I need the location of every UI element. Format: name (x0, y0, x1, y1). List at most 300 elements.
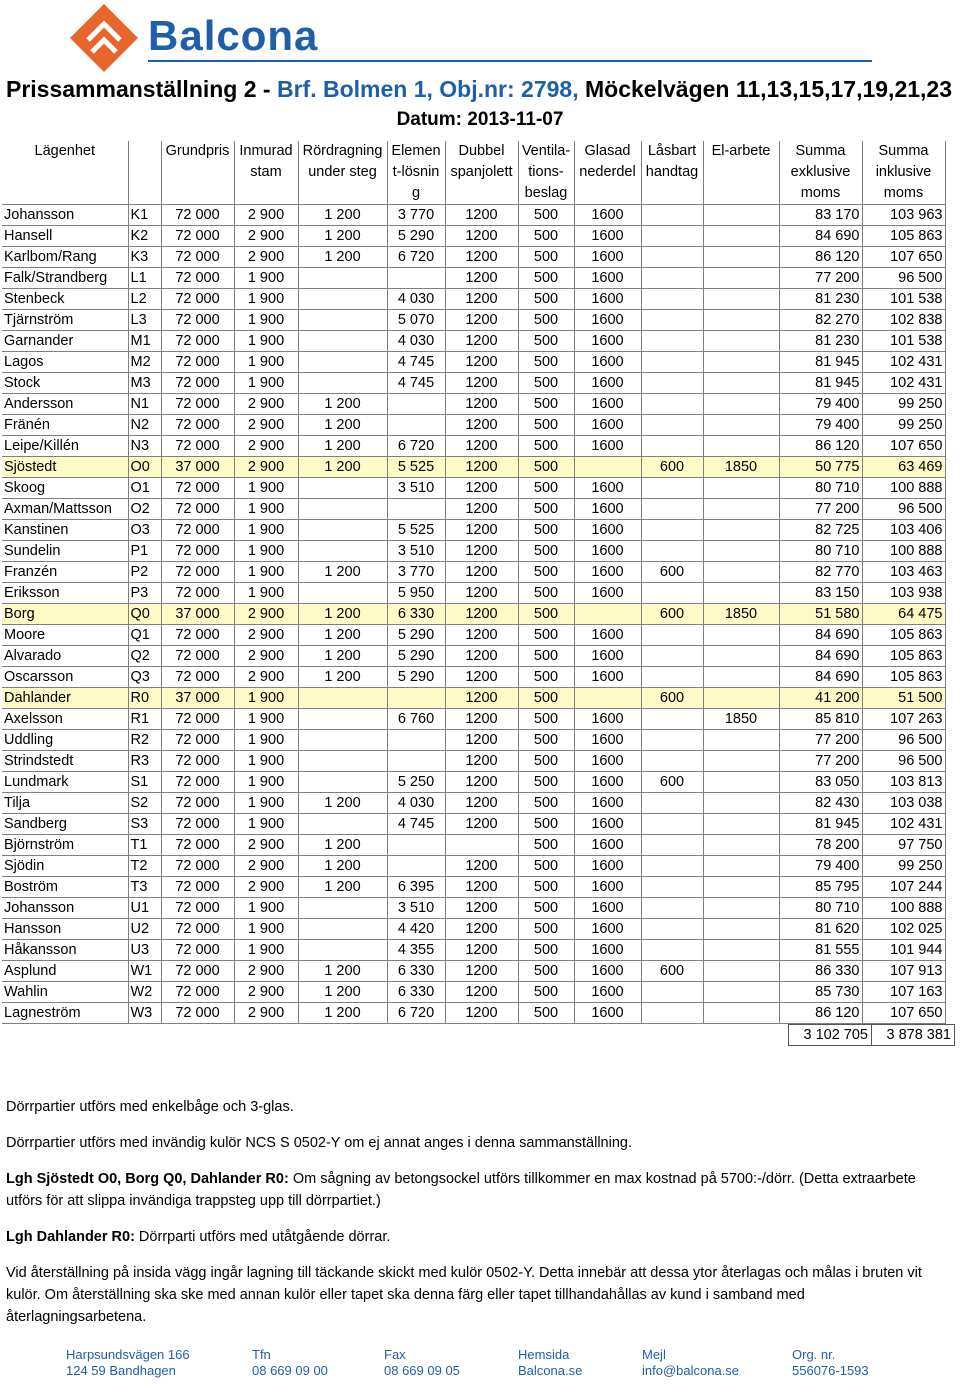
price-cell: 1600 (574, 268, 641, 289)
price-cell (298, 289, 387, 310)
apartment-name: Håkansson (2, 940, 128, 961)
price-cell: 77 200 (779, 268, 862, 289)
price-cell: 72 000 (161, 289, 234, 310)
col-header: Summa inklusive moms (862, 141, 945, 205)
price-cell: 2 900 (234, 1003, 298, 1024)
price-cell (641, 940, 703, 961)
price-cell: 72 000 (161, 562, 234, 583)
apartment-name: Dahlander (2, 688, 128, 709)
price-cell: 6 720 (387, 247, 445, 268)
price-cell: 72 000 (161, 205, 234, 226)
price-cell (387, 835, 445, 856)
price-cell: 1200 (445, 814, 518, 835)
price-cell: 3 510 (387, 478, 445, 499)
price-cell: 4 745 (387, 352, 445, 373)
apartment-id: T1 (128, 835, 161, 856)
price-cell (641, 1003, 703, 1024)
price-cell: 72 000 (161, 394, 234, 415)
apartment-name: Sundelin (2, 541, 128, 562)
price-cell (703, 499, 779, 520)
price-cell: 1200 (445, 247, 518, 268)
price-cell: 80 710 (779, 541, 862, 562)
apartment-name: Strindstedt (2, 751, 128, 772)
col-header: El-arbete (703, 141, 779, 205)
price-cell (387, 499, 445, 520)
price-cell: 1 200 (298, 457, 387, 478)
price-cell: 72 000 (161, 793, 234, 814)
table-row (2, 268, 945, 289)
apartment-id: P1 (128, 541, 161, 562)
price-cell: 1600 (574, 730, 641, 751)
note-3 (6, 1168, 926, 1212)
price-cell (703, 541, 779, 562)
price-cell: 1600 (574, 436, 641, 457)
table-row (2, 394, 945, 415)
page-title (6, 76, 952, 103)
col-header: Ventila- tions- beslag (518, 141, 574, 205)
apartment-id: R1 (128, 709, 161, 730)
price-cell: 1200 (445, 310, 518, 331)
price-cell (574, 457, 641, 478)
footer-org-number: Org. nr. 556076-1593 (792, 1347, 869, 1378)
price-cell: 500 (518, 982, 574, 1003)
price-cell: 1600 (574, 394, 641, 415)
price-cell: 83 170 (779, 205, 862, 226)
price-cell: 5 290 (387, 646, 445, 667)
price-cell: 1600 (574, 289, 641, 310)
price-cell: 500 (518, 226, 574, 247)
footer-website: Hemsida Balcona.se (518, 1347, 583, 1378)
apartment-name: Stock (2, 373, 128, 394)
price-cell: 600 (641, 961, 703, 982)
price-cell: 1200 (445, 646, 518, 667)
price-cell: 600 (641, 688, 703, 709)
price-cell: 63 469 (862, 457, 945, 478)
price-cell: 500 (518, 667, 574, 688)
price-cell: 100 888 (862, 898, 945, 919)
footer-fax: Fax 08 669 09 05 (384, 1347, 460, 1378)
title-prefix: Prissammanställning 2 - (6, 76, 277, 102)
apartment-name: Axman/Mattsson (2, 499, 128, 520)
price-cell (703, 394, 779, 415)
apartment-id: W3 (128, 1003, 161, 1024)
apartment-name: Skoog (2, 478, 128, 499)
price-cell: 1 200 (298, 436, 387, 457)
price-cell: 500 (518, 793, 574, 814)
price-cell (641, 751, 703, 772)
price-cell: 1 900 (234, 898, 298, 919)
price-cell: 1 200 (298, 625, 387, 646)
price-cell: 1600 (574, 1003, 641, 1024)
price-cell (703, 373, 779, 394)
price-cell: 1 200 (298, 247, 387, 268)
price-cell: 2 900 (234, 877, 298, 898)
apartment-id: O2 (128, 499, 161, 520)
apartment-name: Sjödin (2, 856, 128, 877)
price-cell: 1 900 (234, 814, 298, 835)
price-cell (387, 394, 445, 415)
price-cell: 1600 (574, 646, 641, 667)
price-cell: 1600 (574, 856, 641, 877)
price-cell: 1600 (574, 877, 641, 898)
price-cell: 1600 (574, 961, 641, 982)
price-cell: 500 (518, 772, 574, 793)
price-cell: 72 000 (161, 352, 234, 373)
price-cell (387, 268, 445, 289)
price-cell: 96 500 (862, 751, 945, 772)
price-cell (641, 919, 703, 940)
price-cell: 1200 (445, 415, 518, 436)
apartment-name: Sjöstedt (2, 457, 128, 478)
price-cell: 5 250 (387, 772, 445, 793)
price-cell: 79 400 (779, 394, 862, 415)
price-cell: 500 (518, 835, 574, 856)
price-cell: 101 944 (862, 940, 945, 961)
price-cell: 6 330 (387, 961, 445, 982)
price-cell: 1200 (445, 499, 518, 520)
price-cell: 6 330 (387, 982, 445, 1003)
note-3-text: Om sågning av betongsockel utförs tillkommer en max kostnad på 5700:-/dörr. (Detta extraarbete utförs för att slippa invändiga trappsteg upp till dörrpartiet.) (6, 1171, 916, 1209)
price-cell: 4 030 (387, 289, 445, 310)
price-cell: 1850 (703, 457, 779, 478)
note-4 (6, 1226, 926, 1248)
col-header: Lägenhet (2, 141, 128, 205)
apartment-id: P2 (128, 562, 161, 583)
table-row (2, 352, 945, 373)
price-cell: 1200 (445, 436, 518, 457)
price-cell: 72 000 (161, 856, 234, 877)
price-cell: 1 200 (298, 982, 387, 1003)
price-cell: 72 000 (161, 961, 234, 982)
price-cell (703, 289, 779, 310)
price-cell (703, 772, 779, 793)
apartment-name: Tilja (2, 793, 128, 814)
apartment-id: R0 (128, 688, 161, 709)
price-cell: 84 690 (779, 226, 862, 247)
price-cell: 1 900 (234, 730, 298, 751)
price-cell (298, 373, 387, 394)
price-cell: 5 290 (387, 667, 445, 688)
price-cell (387, 730, 445, 751)
price-cell (641, 898, 703, 919)
apartment-name: Axelsson (2, 709, 128, 730)
apartment-name: Sandberg (2, 814, 128, 835)
price-cell: 500 (518, 373, 574, 394)
price-cell: 77 200 (779, 751, 862, 772)
price-cell: 72 000 (161, 982, 234, 1003)
price-cell: 1 200 (298, 856, 387, 877)
price-cell: 1200 (445, 793, 518, 814)
note-2: Dörrpartier utförs med invändig kulör NCS S 0502-Y om ej annat anges i denna sammanställning. (6, 1135, 632, 1151)
price-cell: 500 (518, 478, 574, 499)
price-cell: 1 900 (234, 709, 298, 730)
price-cell: 72 000 (161, 499, 234, 520)
price-cell: 1600 (574, 625, 641, 646)
price-cell (703, 331, 779, 352)
price-cell: 1200 (445, 1003, 518, 1024)
col-header: Element-lösning (387, 141, 445, 205)
price-cell (641, 814, 703, 835)
price-cell: 1850 (703, 604, 779, 625)
apartment-id: K1 (128, 205, 161, 226)
apartment-id: M1 (128, 331, 161, 352)
price-cell: 1 200 (298, 667, 387, 688)
price-cell: 4 745 (387, 814, 445, 835)
apartment-id: U3 (128, 940, 161, 961)
price-cell: 600 (641, 562, 703, 583)
header-logo (68, 2, 888, 72)
price-cell: 107 913 (862, 961, 945, 982)
table-row (2, 814, 945, 835)
price-cell (298, 709, 387, 730)
price-cell: 51 580 (779, 604, 862, 625)
price-cell: 105 863 (862, 667, 945, 688)
price-cell: 1 200 (298, 793, 387, 814)
price-cell (298, 352, 387, 373)
price-cell (703, 667, 779, 688)
price-cell: 1600 (574, 898, 641, 919)
price-cell: 1 900 (234, 919, 298, 940)
table-row (2, 247, 945, 268)
price-cell: 1 200 (298, 415, 387, 436)
price-cell: 1 900 (234, 478, 298, 499)
price-cell: 72 000 (161, 331, 234, 352)
price-cell: 85 795 (779, 877, 862, 898)
price-cell: 1200 (445, 289, 518, 310)
apartment-name: Björnström (2, 835, 128, 856)
price-cell: 1200 (445, 583, 518, 604)
price-cell: 500 (518, 1003, 574, 1024)
price-cell: 3 770 (387, 205, 445, 226)
price-cell (641, 646, 703, 667)
apartment-name: Andersson (2, 394, 128, 415)
apartment-id: N3 (128, 436, 161, 457)
price-cell: 6 720 (387, 436, 445, 457)
price-cell (703, 478, 779, 499)
price-cell: 81 230 (779, 289, 862, 310)
table-header-row (2, 141, 945, 205)
price-cell: 107 163 (862, 982, 945, 1003)
col-header: Dubbel spanjolett (445, 141, 518, 205)
price-cell (574, 604, 641, 625)
price-cell: 103 406 (862, 520, 945, 541)
price-cell: 103 463 (862, 562, 945, 583)
price-cell: 107 650 (862, 436, 945, 457)
apartment-id: R3 (128, 751, 161, 772)
price-cell (387, 688, 445, 709)
price-cell: 1 900 (234, 772, 298, 793)
price-cell: 1200 (445, 541, 518, 562)
price-cell (641, 352, 703, 373)
price-cell: 1 900 (234, 793, 298, 814)
table-row (2, 436, 945, 457)
price-cell: 500 (518, 457, 574, 478)
price-cell: 3 510 (387, 541, 445, 562)
price-cell (641, 268, 703, 289)
col-header: Glasad nederdel (574, 141, 641, 205)
price-cell: 84 690 (779, 646, 862, 667)
table-row (2, 667, 945, 688)
price-cell: 72 000 (161, 226, 234, 247)
price-cell: 600 (641, 604, 703, 625)
price-cell: 80 710 (779, 898, 862, 919)
price-cell: 1 900 (234, 499, 298, 520)
price-cell (703, 835, 779, 856)
price-cell: 1200 (445, 898, 518, 919)
price-cell: 96 500 (862, 499, 945, 520)
apartment-id: L1 (128, 268, 161, 289)
price-cell: 83 050 (779, 772, 862, 793)
price-cell: 500 (518, 499, 574, 520)
apartment-name: Oscarsson (2, 667, 128, 688)
price-cell: 500 (518, 898, 574, 919)
price-cell: 1600 (574, 310, 641, 331)
price-cell: 72 000 (161, 898, 234, 919)
price-cell (641, 478, 703, 499)
price-cell: 1200 (445, 352, 518, 373)
price-cell: 6 330 (387, 604, 445, 625)
price-cell: 2 900 (234, 394, 298, 415)
price-cell: 103 938 (862, 583, 945, 604)
price-cell: 1600 (574, 772, 641, 793)
table-row (2, 457, 945, 478)
price-cell: 500 (518, 625, 574, 646)
price-cell (703, 940, 779, 961)
price-cell (641, 793, 703, 814)
price-cell: 101 538 (862, 331, 945, 352)
price-cell: 500 (518, 919, 574, 940)
price-cell: 72 000 (161, 415, 234, 436)
table-row (2, 205, 945, 226)
price-cell (298, 478, 387, 499)
price-cell: 79 400 (779, 856, 862, 877)
price-cell: 500 (518, 436, 574, 457)
apartment-name: Hansson (2, 919, 128, 940)
price-cell (298, 919, 387, 940)
price-cell: 1 200 (298, 835, 387, 856)
apartment-id: O3 (128, 520, 161, 541)
price-cell: 500 (518, 604, 574, 625)
price-cell: 500 (518, 583, 574, 604)
price-cell: 1200 (445, 730, 518, 751)
price-cell (641, 373, 703, 394)
price-cell: 72 000 (161, 730, 234, 751)
price-cell: 1200 (445, 751, 518, 772)
price-cell: 2 900 (234, 667, 298, 688)
price-cell (298, 331, 387, 352)
price-cell (703, 982, 779, 1003)
price-cell: 4 030 (387, 331, 445, 352)
price-cell: 102 838 (862, 310, 945, 331)
price-cell: 5 070 (387, 310, 445, 331)
price-cell: 1 900 (234, 688, 298, 709)
price-cell: 1600 (574, 940, 641, 961)
price-cell: 1200 (445, 688, 518, 709)
table-row (2, 982, 945, 1003)
price-cell: 1200 (445, 478, 518, 499)
apartment-id: S2 (128, 793, 161, 814)
price-cell: 2 900 (234, 457, 298, 478)
title-suffix: Möckelvägen 11,13,15,17,19,21,23 (578, 76, 953, 102)
price-cell: 72 000 (161, 751, 234, 772)
price-cell: 6 760 (387, 709, 445, 730)
apartment-name: Eriksson (2, 583, 128, 604)
price-cell: 72 000 (161, 814, 234, 835)
price-cell (703, 814, 779, 835)
price-cell: 500 (518, 541, 574, 562)
price-cell: 37 000 (161, 457, 234, 478)
price-cell (641, 709, 703, 730)
table-row (2, 289, 945, 310)
table-row (2, 499, 945, 520)
price-cell: 82 770 (779, 562, 862, 583)
price-cell (387, 415, 445, 436)
price-cell: 1 900 (234, 541, 298, 562)
apartment-id: N1 (128, 394, 161, 415)
note-4-text: Dörrparti utförs med utåtgående dörrar. (134, 1229, 391, 1245)
price-cell: 1200 (445, 562, 518, 583)
table-row (2, 226, 945, 247)
apartment-id: W2 (128, 982, 161, 1003)
price-cell (703, 310, 779, 331)
price-cell (641, 310, 703, 331)
price-cell (703, 562, 779, 583)
price-cell (298, 751, 387, 772)
price-cell: 101 538 (862, 289, 945, 310)
price-cell: 500 (518, 730, 574, 751)
price-cell: 2 900 (234, 646, 298, 667)
price-cell: 2 900 (234, 625, 298, 646)
table-row (2, 940, 945, 961)
price-cell: 107 650 (862, 247, 945, 268)
price-cell: 1 200 (298, 226, 387, 247)
table-row (2, 583, 945, 604)
price-cell: 2 900 (234, 226, 298, 247)
price-cell: 1 900 (234, 940, 298, 961)
apartment-id: Q1 (128, 625, 161, 646)
price-cell: 79 400 (779, 415, 862, 436)
apartment-name: Alvarado (2, 646, 128, 667)
price-cell: 2 900 (234, 604, 298, 625)
price-cell (703, 793, 779, 814)
price-cell (641, 982, 703, 1003)
table-row (2, 772, 945, 793)
price-cell (703, 268, 779, 289)
apartment-id: T3 (128, 877, 161, 898)
apartment-name: Karlbom/Rang (2, 247, 128, 268)
table-row (2, 541, 945, 562)
price-cell: 105 863 (862, 226, 945, 247)
price-cell: 600 (641, 772, 703, 793)
price-cell (641, 226, 703, 247)
price-cell: 1200 (445, 982, 518, 1003)
price-cell (445, 835, 518, 856)
table-row (2, 793, 945, 814)
price-cell: 1600 (574, 373, 641, 394)
price-cell: 4 420 (387, 919, 445, 940)
price-cell: 81 945 (779, 373, 862, 394)
price-cell: 600 (641, 457, 703, 478)
price-cell: 103 963 (862, 205, 945, 226)
price-cell: 107 244 (862, 877, 945, 898)
price-cell: 85 730 (779, 982, 862, 1003)
price-cell: 1600 (574, 478, 641, 499)
price-cell: 99 250 (862, 856, 945, 877)
price-cell: 86 120 (779, 436, 862, 457)
table-row (2, 688, 945, 709)
price-cell: 96 500 (862, 730, 945, 751)
price-cell (641, 877, 703, 898)
